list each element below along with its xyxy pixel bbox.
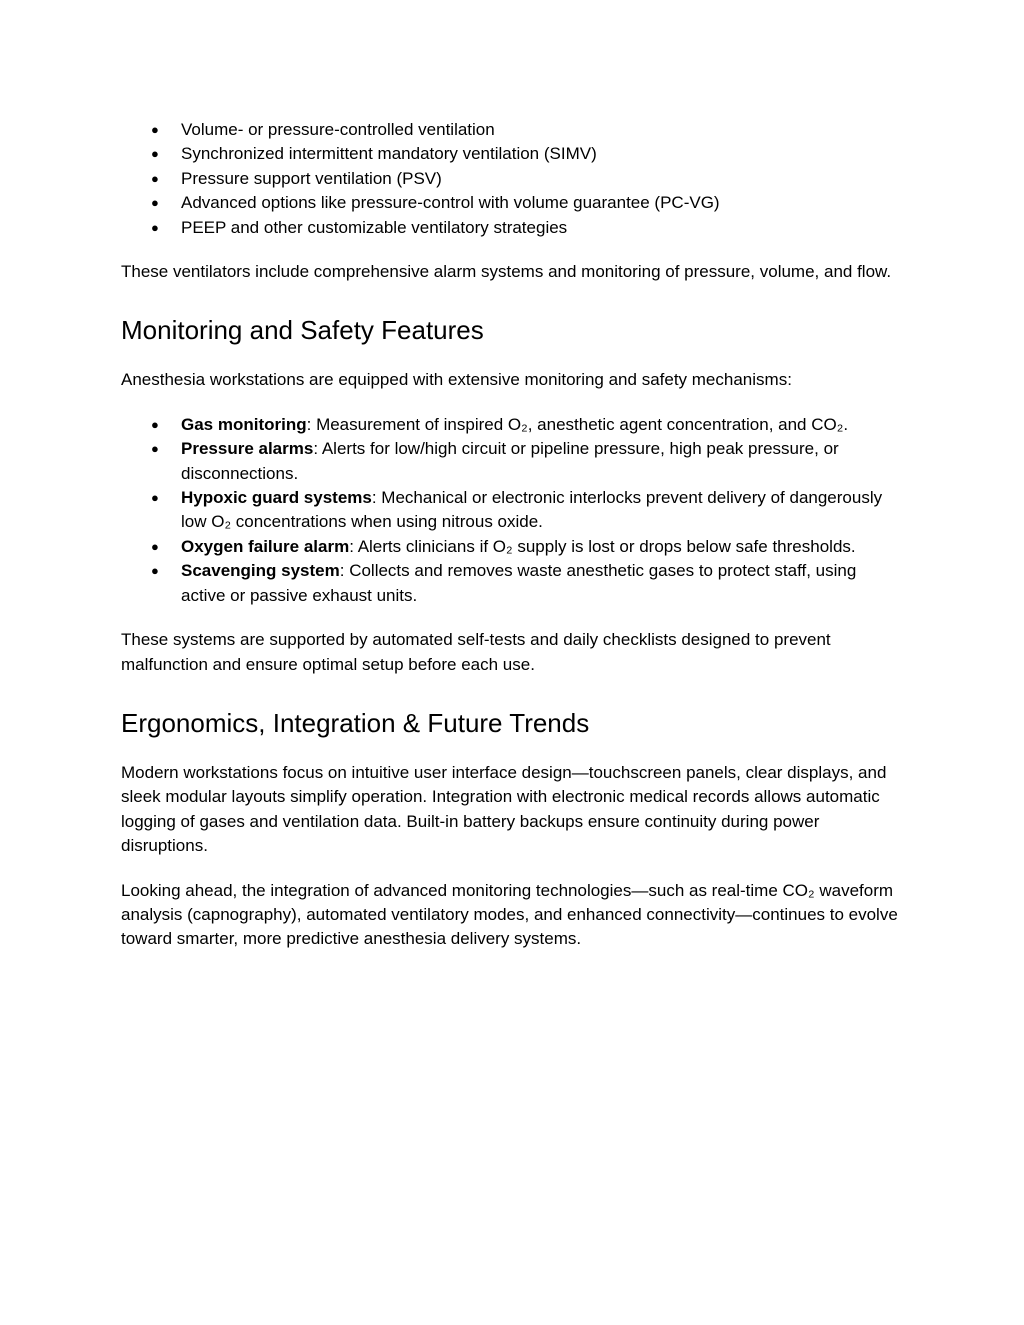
list-item <box>121 413 901 437</box>
bullet-icon: ● <box>151 170 159 186</box>
bullet-icon: ● <box>151 563 159 579</box>
bullet-icon: ● <box>151 146 159 162</box>
list-item-text: Pressure support ventilation (PSV) <box>181 168 442 188</box>
ventilation-modes-list <box>121 118 901 240</box>
list-item-text: : Measurement of inspired O₂, anesthetic agent concentration, and CO₂. <box>306 414 849 434</box>
list-item-term: Hypoxic guard systems <box>181 488 372 508</box>
bullet-icon: ● <box>151 219 159 235</box>
list-item-text: : Collects and removes waste anesthetic gases to protect staff, using active or passive exhaust units. <box>181 561 857 605</box>
safety-features-list <box>121 413 901 608</box>
bullet-icon: ● <box>151 122 159 137</box>
list-item <box>121 118 901 142</box>
list-item-text: Synchronized intermittent mandatory ventilation (SIMV) <box>181 144 597 164</box>
list-item-text: : Alerts clinicians if O₂ supply is lost or drops below safe thresholds. <box>349 536 856 556</box>
bullet-icon: ● <box>151 490 159 506</box>
future-trends-paragraph: Looking ahead, the integration of advanced monitoring technologies—such as real‑time CO₂ waveform analysis (capnography), automated ventilatory modes, and enhanced connectivity—continues to evolve toward smarter, more predictive anesthesia delivery systems. <box>121 880 898 949</box>
list-item-term: Scavenging system <box>181 561 340 581</box>
list-item-text: Volume‑ or pressure‑controlled ventilation <box>181 120 495 139</box>
list-item <box>121 167 901 191</box>
list-item <box>121 486 901 535</box>
list-item-term: Oxygen failure alarm <box>181 536 350 556</box>
list-item-text: Advanced options like pressure‑control with volume guarantee (PC‑VG) <box>181 193 720 213</box>
list-item <box>121 535 901 559</box>
list-item-text: : Alerts for low/high circuit or pipeline pressure, high peak pressure, or disconnections. <box>181 439 839 483</box>
section-heading-monitoring: Monitoring and Safety Features <box>121 315 484 346</box>
document-page <box>121 118 901 952</box>
bullet-icon: ● <box>151 416 159 432</box>
list-item <box>121 142 901 166</box>
list-item <box>121 216 901 240</box>
list-item <box>121 437 901 486</box>
list-item <box>121 191 901 215</box>
section-heading-ergonomics: Ergonomics, Integration & Future Trends <box>121 707 590 738</box>
monitoring-intro-paragraph: Anesthesia workstations are equipped with extensive monitoring and safety mechanisms: <box>121 370 792 390</box>
list-item-term: Pressure alarms <box>181 439 314 459</box>
list-item-text: : Mechanical or electronic interlocks prevent delivery of dangerously low O₂ concentrations when using nitrous oxide. <box>181 488 883 532</box>
bullet-icon: ● <box>151 538 159 554</box>
ventilator-alarm-paragraph: These ventilators include comprehensive alarm systems and monitoring of pressure, volume, and flow. <box>121 262 892 282</box>
bullet-icon: ● <box>151 195 159 211</box>
list-item <box>121 559 901 608</box>
self-test-paragraph: These systems are supported by automated self-tests and daily checklists designed to prevent malfunction and ensure optimal setup before each use. <box>121 630 831 674</box>
list-item-term: Gas monitoring <box>181 414 307 434</box>
ergonomics-paragraph: Modern workstations focus on intuitive user interface design—touchscreen panels, clear displays, and sleek modular layouts simplify operation. Integration with electronic medical records allows automatic logging of gases and ventilation data. Built-in battery backups ensure continuity during power disruptions. <box>121 762 887 856</box>
list-item-text: PEEP and other customizable ventilatory strategies <box>181 217 568 237</box>
bullet-icon: ● <box>151 441 159 457</box>
